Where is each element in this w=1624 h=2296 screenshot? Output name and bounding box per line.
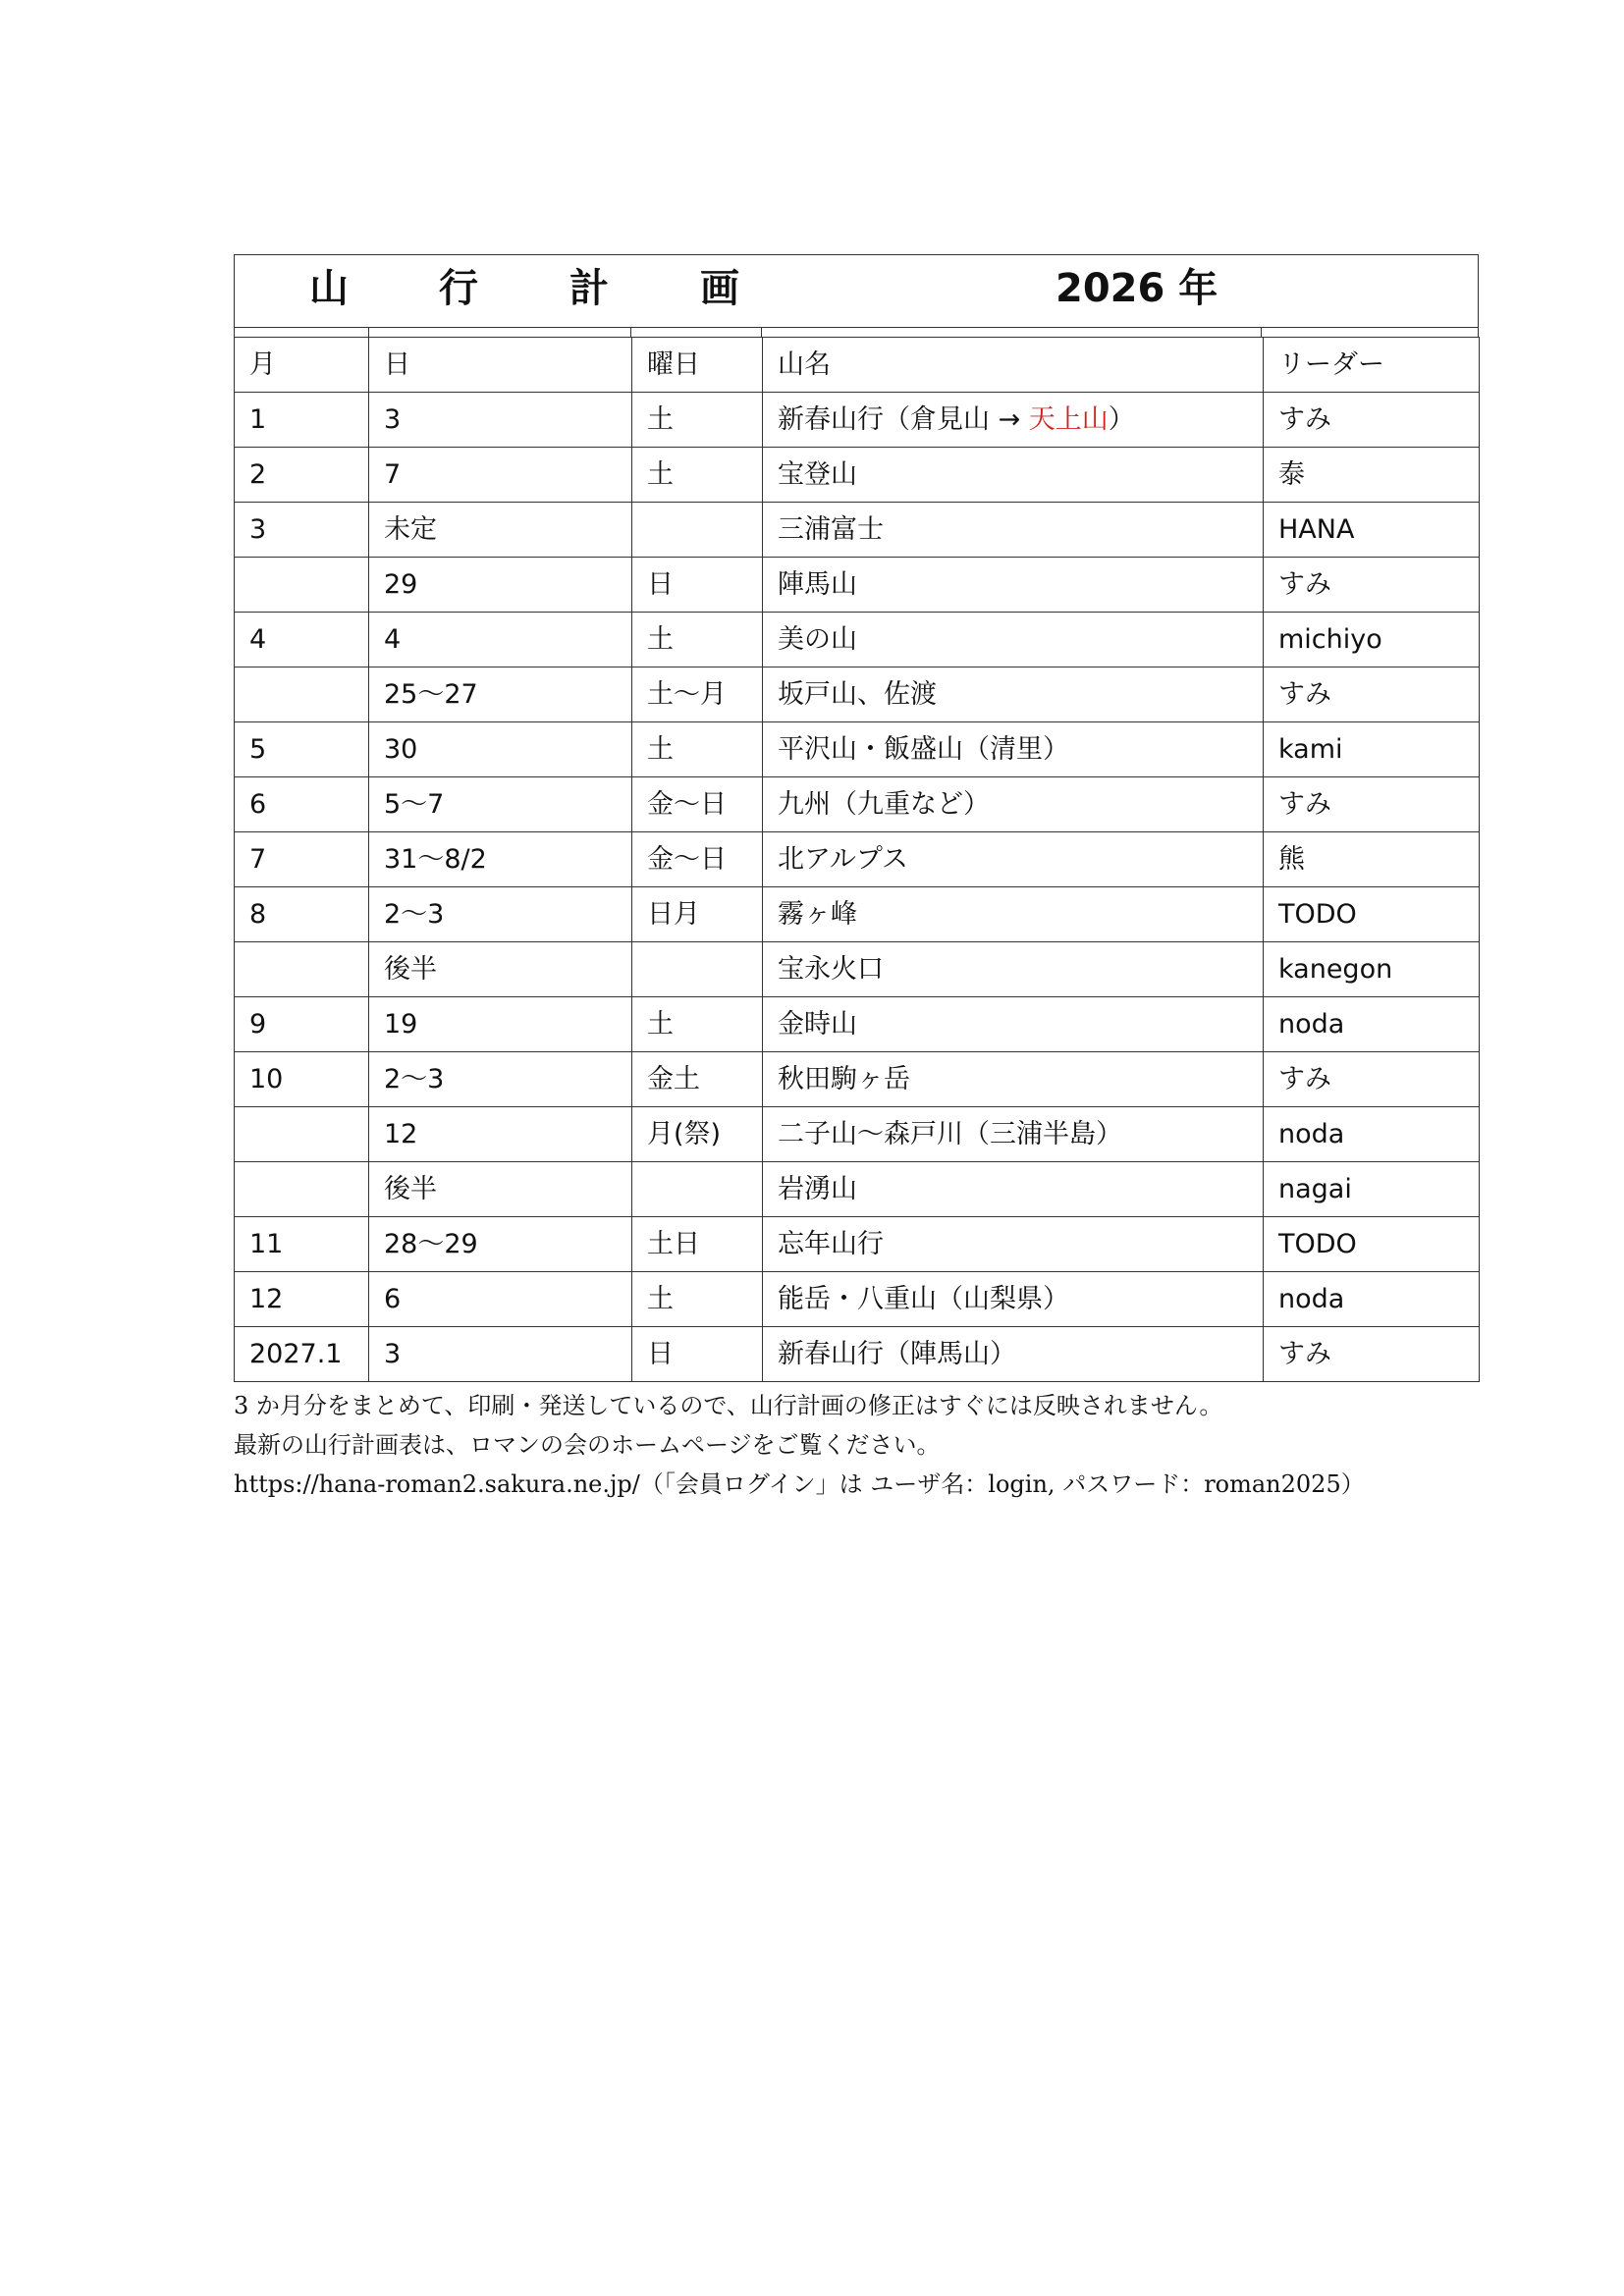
table-row	[235, 613, 1480, 667]
cell-month: 8	[235, 887, 369, 942]
cell-day: 12	[369, 1107, 632, 1162]
cell-day: 29	[369, 558, 632, 613]
cell-leader: すみ	[1264, 393, 1480, 448]
cell-leader: すみ	[1264, 777, 1480, 832]
schedule-sheet	[234, 254, 1479, 1504]
cell-weekday: 金土	[632, 1052, 763, 1107]
header-mountain: 山名	[763, 338, 1264, 393]
cell-month: 1	[235, 393, 369, 448]
cell-day: 31～8/2	[369, 832, 632, 887]
table-row	[235, 1107, 1480, 1162]
cell-month: 3	[235, 503, 369, 558]
cell-day: 25～27	[369, 667, 632, 722]
cell-mountain: 美の山	[763, 613, 1264, 667]
table-row	[235, 1162, 1480, 1217]
mountain-text: 新春山行（倉見山 →	[778, 404, 1029, 435]
cell-weekday	[632, 942, 763, 997]
cell-month: 2027.1	[235, 1327, 369, 1382]
cell-month: 2	[235, 448, 369, 503]
cell-weekday: 金～日	[632, 777, 763, 832]
cell-leader: すみ	[1264, 1327, 1480, 1382]
title-word: 計	[569, 266, 609, 311]
table-row	[235, 558, 1480, 613]
cell-weekday: 日	[632, 1327, 763, 1382]
cell-weekday: 土	[632, 997, 763, 1052]
table-row	[235, 1052, 1480, 1107]
title-bar	[234, 254, 1479, 327]
cell-day: 6	[369, 1272, 632, 1327]
cell-weekday: 土	[632, 448, 763, 503]
cell-month	[235, 1107, 369, 1162]
cell-day: 19	[369, 997, 632, 1052]
cell-leader: noda	[1264, 1107, 1480, 1162]
table-row	[235, 777, 1480, 832]
cell-leader: すみ	[1264, 1052, 1480, 1107]
table-row	[235, 997, 1480, 1052]
cell-mountain: 二子山～森戸川（三浦半島）	[763, 1107, 1264, 1162]
cell-month: 7	[235, 832, 369, 887]
cell-day: 後半	[369, 1162, 632, 1217]
cell-day: 3	[369, 393, 632, 448]
cell-weekday: 土	[632, 613, 763, 667]
cell-day: 2～3	[369, 1052, 632, 1107]
cell-leader: HANA	[1264, 503, 1480, 558]
table-row	[235, 393, 1480, 448]
cell-mountain: 秋田駒ヶ岳	[763, 1052, 1264, 1107]
notes	[234, 1386, 1479, 1504]
mountain-text: ）	[1108, 404, 1135, 435]
cell-leader: noda	[1264, 1272, 1480, 1327]
header-day: 日	[369, 338, 632, 393]
cell-mountain: 宝登山	[763, 448, 1264, 503]
cell-mountain: 金時山	[763, 997, 1264, 1052]
cell-weekday: 土	[632, 393, 763, 448]
cell-mountain: 陣馬山	[763, 558, 1264, 613]
cell-mountain: 忘年山行	[763, 1217, 1264, 1272]
cell-weekday: 土日	[632, 1217, 763, 1272]
title-word: 山	[309, 266, 349, 311]
cell-month: 6	[235, 777, 369, 832]
title-year: 2026 年	[1056, 266, 1218, 311]
cell-weekday: 土	[632, 1272, 763, 1327]
note-line: 3 か月分をまとめて、印刷・発送しているので、山行計画の修正はすぐには反映されません。	[234, 1392, 1223, 1419]
cell-day: 未定	[369, 503, 632, 558]
cell-month	[235, 667, 369, 722]
cell-leader: TODO	[1264, 887, 1480, 942]
cell-mountain: 霧ヶ峰	[763, 887, 1264, 942]
mountain-highlight: 天上山	[1028, 404, 1109, 435]
cell-leader: すみ	[1264, 558, 1480, 613]
table-row	[235, 1327, 1480, 1382]
cell-mountain: 三浦富士	[763, 503, 1264, 558]
schedule-table	[234, 337, 1480, 1382]
cell-day: 2～3	[369, 887, 632, 942]
header-weekday: 曜日	[632, 338, 763, 393]
cell-leader: TODO	[1264, 1217, 1480, 1272]
cell-mountain: 能岳・八重山（山梨県）	[763, 1272, 1264, 1327]
table-row	[235, 942, 1480, 997]
cell-day: 4	[369, 613, 632, 667]
cell-day: 28～29	[369, 1217, 632, 1272]
table-row	[235, 887, 1480, 942]
cell-weekday	[632, 503, 763, 558]
cell-day: 7	[369, 448, 632, 503]
cell-month: 11	[235, 1217, 369, 1272]
table-row	[235, 1272, 1480, 1327]
cell-month: 10	[235, 1052, 369, 1107]
table-row	[235, 503, 1480, 558]
cell-day: 30	[369, 722, 632, 777]
cell-month: 4	[235, 613, 369, 667]
cell-mountain: 新春山行（陣馬山）	[763, 1327, 1264, 1382]
cell-mountain: 宝永火口	[763, 942, 1264, 997]
cell-leader: nagai	[1264, 1162, 1480, 1217]
cell-day: 3	[369, 1327, 632, 1382]
cell-leader: michiyo	[1264, 613, 1480, 667]
cell-weekday: 日	[632, 558, 763, 613]
cell-leader: 泰	[1264, 448, 1480, 503]
cell-mountain: 北アルプス	[763, 832, 1264, 887]
header-divider	[234, 327, 1479, 337]
cell-leader: noda	[1264, 997, 1480, 1052]
cell-weekday: 土	[632, 722, 763, 777]
table-row	[235, 832, 1480, 887]
cell-leader: kanegon	[1264, 942, 1480, 997]
title-word: 画	[700, 266, 739, 311]
cell-weekday: 月(祭)	[632, 1107, 763, 1162]
header-row	[235, 338, 1480, 393]
cell-month: 12	[235, 1272, 369, 1327]
cell-weekday	[632, 1162, 763, 1217]
note-line: https://hana-roman2.sakura.ne.jp/（「会員ログイン」は ユーザ名：login, パスワード：roman2025）	[234, 1470, 1365, 1498]
cell-month	[235, 558, 369, 613]
cell-leader: 熊	[1264, 832, 1480, 887]
note-line: 最新の山行計画表は、ロマンの会のホームページをご覧ください。	[234, 1431, 941, 1459]
header-month: 月	[235, 338, 369, 393]
cell-month: 5	[235, 722, 369, 777]
cell-day: 後半	[369, 942, 632, 997]
cell-weekday: 日月	[632, 887, 763, 942]
cell-mountain: 岩湧山	[763, 1162, 1264, 1217]
cell-weekday: 土～月	[632, 667, 763, 722]
table-row	[235, 1217, 1480, 1272]
cell-day: 5～7	[369, 777, 632, 832]
header-leader: リーダー	[1264, 338, 1480, 393]
cell-leader: すみ	[1264, 667, 1480, 722]
table-row	[235, 448, 1480, 503]
cell-mountain	[763, 393, 1264, 448]
cell-mountain: 坂戸山、佐渡	[763, 667, 1264, 722]
table-row	[235, 667, 1480, 722]
title-word: 行	[439, 266, 478, 311]
table-row	[235, 722, 1480, 777]
cell-month	[235, 942, 369, 997]
cell-mountain: 九州（九重など）	[763, 777, 1264, 832]
cell-weekday: 金～日	[632, 832, 763, 887]
cell-leader: kami	[1264, 722, 1480, 777]
cell-month	[235, 1162, 369, 1217]
cell-mountain: 平沢山・飯盛山（清里）	[763, 722, 1264, 777]
cell-month: 9	[235, 997, 369, 1052]
